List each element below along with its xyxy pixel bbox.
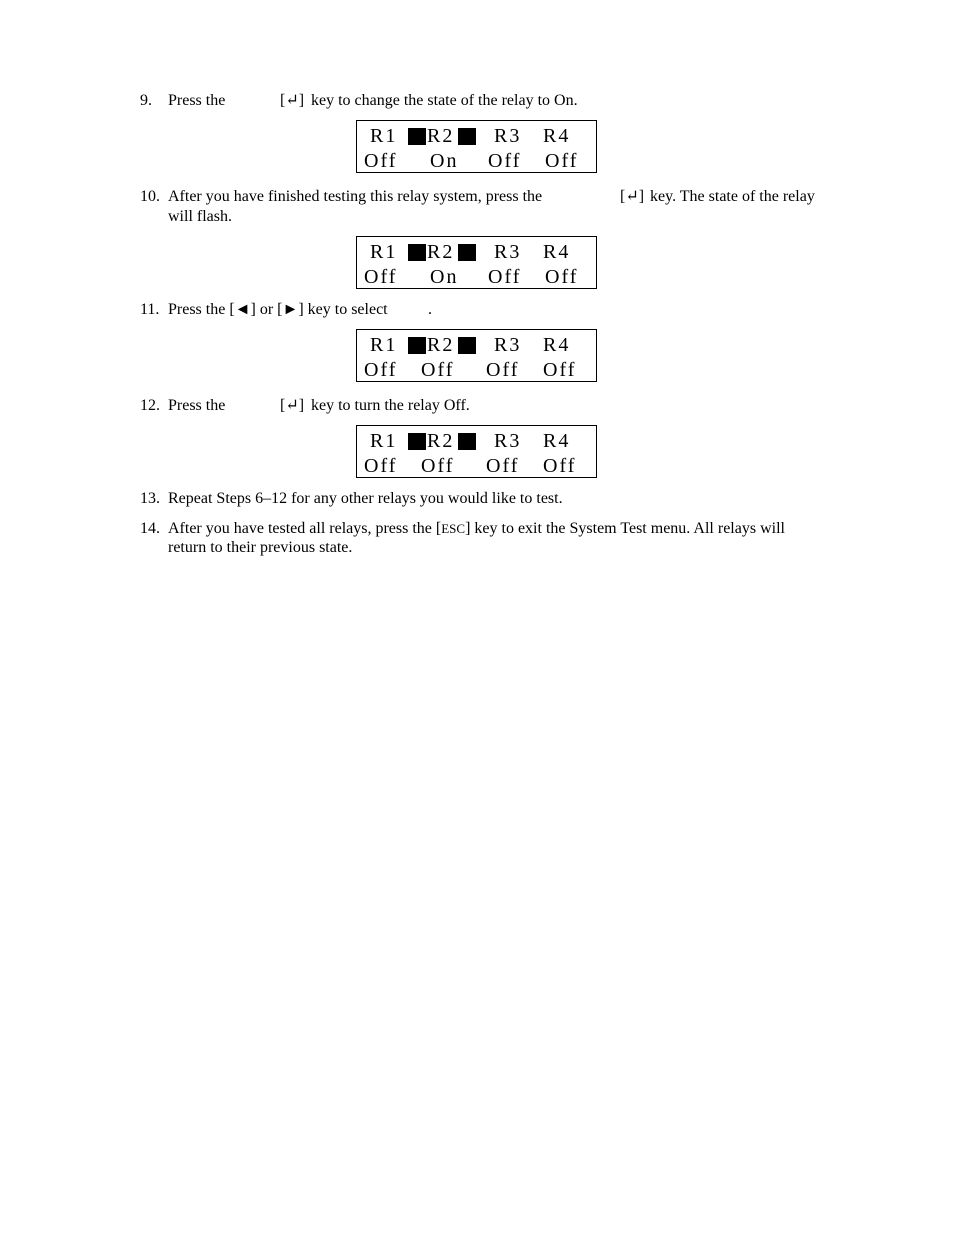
relay-label: R4 [543,241,571,263]
relay-state: Off [364,359,398,381]
relay-label: R4 [543,430,571,452]
relay-state: On [430,266,459,288]
relay-state: Off [421,359,455,381]
relay-state: Off [364,266,398,288]
step-number: 13. [140,490,160,507]
relay-state: Off [488,266,522,288]
relay-state: Off [364,150,398,172]
relay-state: Off [486,359,520,381]
relay-label: R1 [370,430,398,452]
relay-state: Off [543,455,577,477]
cursor-block [458,244,476,261]
cursor-block [408,337,426,354]
lcd-display [356,236,597,289]
step-number: 12. [140,397,160,414]
relay-label: R3 [494,430,522,452]
step-text: Press the [◄] or [►] key to select [168,301,388,318]
relay-label: R2 [427,241,455,263]
relay-state: Off [545,266,579,288]
relay-label: R4 [543,125,571,147]
cursor-block [408,433,426,450]
step-text [168,519,785,538]
cursor-block [458,128,476,145]
cursor-block [458,433,476,450]
cursor-block [458,337,476,354]
step-text: Repeat Steps 6–12 for any other relays you would like to test. [168,490,563,507]
step-text: key to turn the relay Off. [311,397,470,414]
step-text: key. The state of the relay [650,188,815,205]
relay-state: Off [545,150,579,172]
relay-state: Off [364,455,398,477]
lcd-display [356,120,597,173]
step-number: 9. [140,92,152,109]
relay-label: R2 [427,125,455,147]
step-number: 14. [140,520,160,537]
relay-label: R1 [370,241,398,263]
relay-label: R2 [427,334,455,356]
relay-label: R3 [494,125,522,147]
step-text: . [428,301,432,318]
relay-state: Off [488,150,522,172]
esc-key-label: ESC [441,521,466,536]
step-text-continued: return to their previous state. [168,539,353,556]
step-text: Press the [168,397,226,414]
step-text-part: ] key to exit the System Test menu. All relays will [465,520,785,537]
relay-label: R3 [494,241,522,263]
relay-state: On [430,150,459,172]
relay-label: R3 [494,334,522,356]
lcd-display [356,425,597,478]
relay-label: R2 [427,430,455,452]
enter-key-label: [↵] [280,397,305,414]
lcd-display [356,329,597,382]
step-text: After you have finished testing this relay system, press the [168,188,543,205]
cursor-block [408,128,426,145]
step-text-continued: will flash. [168,208,232,225]
step-number: 10. [140,188,160,205]
step-text: Press the [168,92,226,109]
step-number: 11. [140,301,160,318]
relay-state: Off [486,455,520,477]
relay-label: R4 [543,334,571,356]
enter-key-label: [↵] [280,92,305,109]
relay-state: Off [421,455,455,477]
step-text-part: After you have tested all relays, press the [ [168,520,442,537]
enter-key-label: [↵] [620,188,645,205]
step-text: key to change the state of the relay to On. [311,92,578,109]
relay-state: Off [543,359,577,381]
cursor-block [408,244,426,261]
relay-label: R1 [370,125,398,147]
relay-label: R1 [370,334,398,356]
